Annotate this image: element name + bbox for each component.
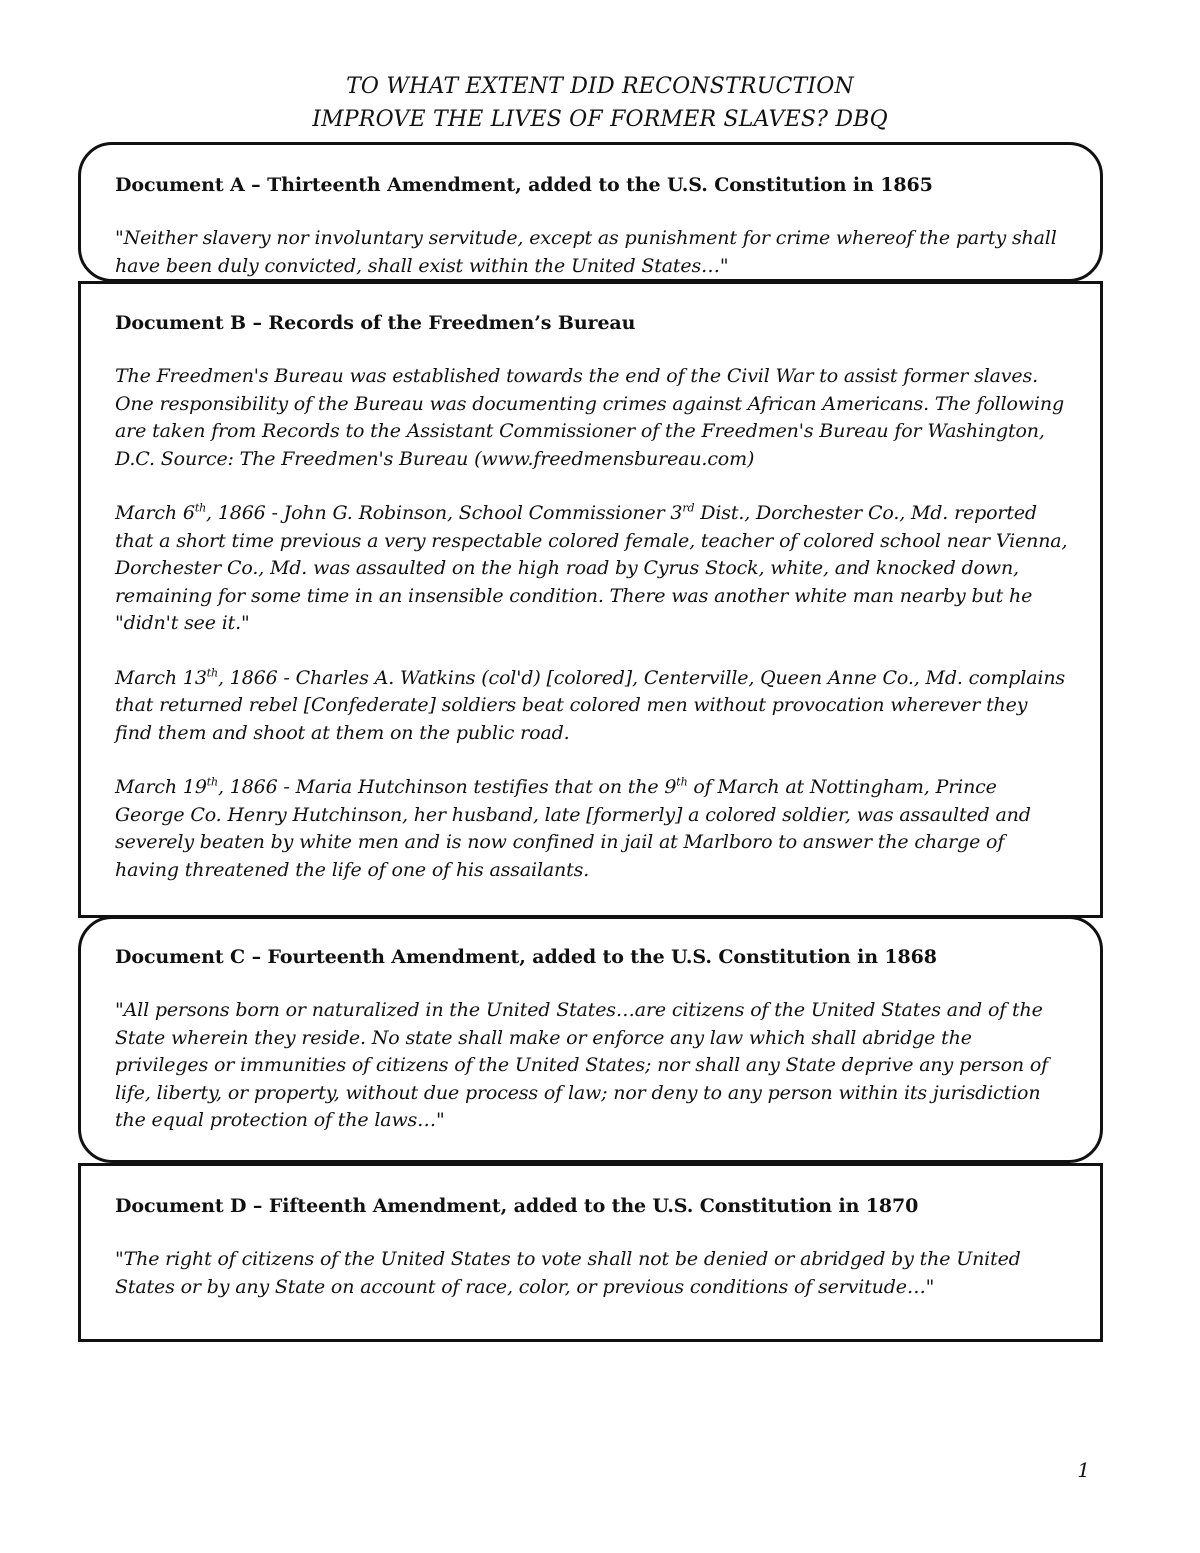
document-d-box — [78, 1163, 1103, 1342]
document-c-box — [78, 916, 1103, 1163]
page-title-line-2: IMPROVE THE LIVES OF FORMER SLAVES? DBQ — [312, 107, 888, 132]
document-b-entry-3 — [115, 774, 1070, 884]
entry-1-text: Dist., Dorchester Co., Md. reported that a short time previous a very respectable colored female, teacher of colored school near Vienna, Dorchester Co., Md. was assaulted on the high road by Cyrus Stock, white, and knocked down, remaining for some time in an insensible condition. There was another white man nearby but he "didn't see it." — [115, 502, 1068, 634]
document-b-intro: The Freedmen's Bureau was established towards the end of the Civil War to assist former slaves. One responsibility of the Bureau was documenting crimes against African Americans. The following are taken from Records to the Assistant Commissioner of the Freedmen's Bureau for Washington, D.C. Source: The Freedmen's Bureau (www.freedmensbureau.com) — [115, 365, 1064, 470]
document-d-text: "The right of citizens of the United States to vote shall not be denied or abridged by the United States or by any State on account of race, color, or previous conditions of servitude…" — [115, 1248, 1021, 1298]
document-b-entry-1 — [115, 500, 1070, 638]
entry-3-text: of March at Nottingham, Prince George Co. Henry Hutchinson, her husband, late [formerly] a colored soldier, was assaulted and severely beaten by white men and is now confined in jail at Marlboro to answer the charge of having threatened the life of one of his assailants. — [115, 776, 1031, 881]
entry-2-date-sup: th — [206, 666, 218, 680]
entry-1-date-sup: th — [194, 501, 207, 515]
entry-3-text-mid: , 1866 - Maria Hutchinson testifies that on the 9 — [217, 776, 677, 798]
entry-1-text-mid: , 1866 - John G. Robinson, School Commissioner 3 — [206, 502, 683, 524]
entry-2-date: March 13 — [115, 666, 207, 689]
document-a-box — [78, 142, 1103, 282]
document-b-heading: Document B – Records of the Freedmen’s Bureau — [115, 312, 636, 334]
entry-2-text: , 1866 - Charles A. Watkins (col'd) [colored], Centerville, Queen Anne Co., Md. complains that returned rebel [Confederate] soldiers beat colored men without provocation wherever they find them and shoot at them on the public road. — [115, 666, 1066, 744]
document-c-text: "All persons born or naturalized in the United States…are citizens of the United States and of the State wherein they reside. No state shall make or enforce any law which shall abridge the privileges or immunities of citizens of the United States; nor shall any State deprive any person of life, liberty, or property, without due process of law; nor deny to any person within its jurisdiction the equal protection of the laws…" — [115, 999, 1049, 1131]
document-d-heading: Document D – Fifteenth Amendment, added to the U.S. Constitution in 1870 — [115, 1195, 919, 1217]
entry-3-mid-sup: th — [676, 775, 688, 789]
page-title-line-1: TO WHAT EXTENT DID RECONSTRUCTION — [346, 74, 854, 99]
page-title — [0, 70, 1200, 136]
entry-3-date: March 19 — [115, 776, 207, 798]
document-a-text: "Neither slavery nor involuntary servitude, except as punishment for crime whereof the party shall have been duly convicted, shall exist within the United States…" — [115, 227, 1057, 277]
page-number: 1 — [1077, 1458, 1090, 1482]
document-b-entry-2 — [115, 665, 1070, 748]
document-a-heading: Document A – Thirteenth Amendment, added to the U.S. Constitution in 1865 — [115, 174, 933, 196]
entry-3-date-sup: th — [206, 775, 218, 789]
entry-1-mid-sup: rd — [682, 501, 695, 515]
document-c-heading: Document C – Fourteenth Amendment, added to the U.S. Constitution in 1868 — [115, 946, 937, 968]
document-b-box — [78, 281, 1103, 918]
entry-1-date: March 6 — [115, 502, 195, 524]
